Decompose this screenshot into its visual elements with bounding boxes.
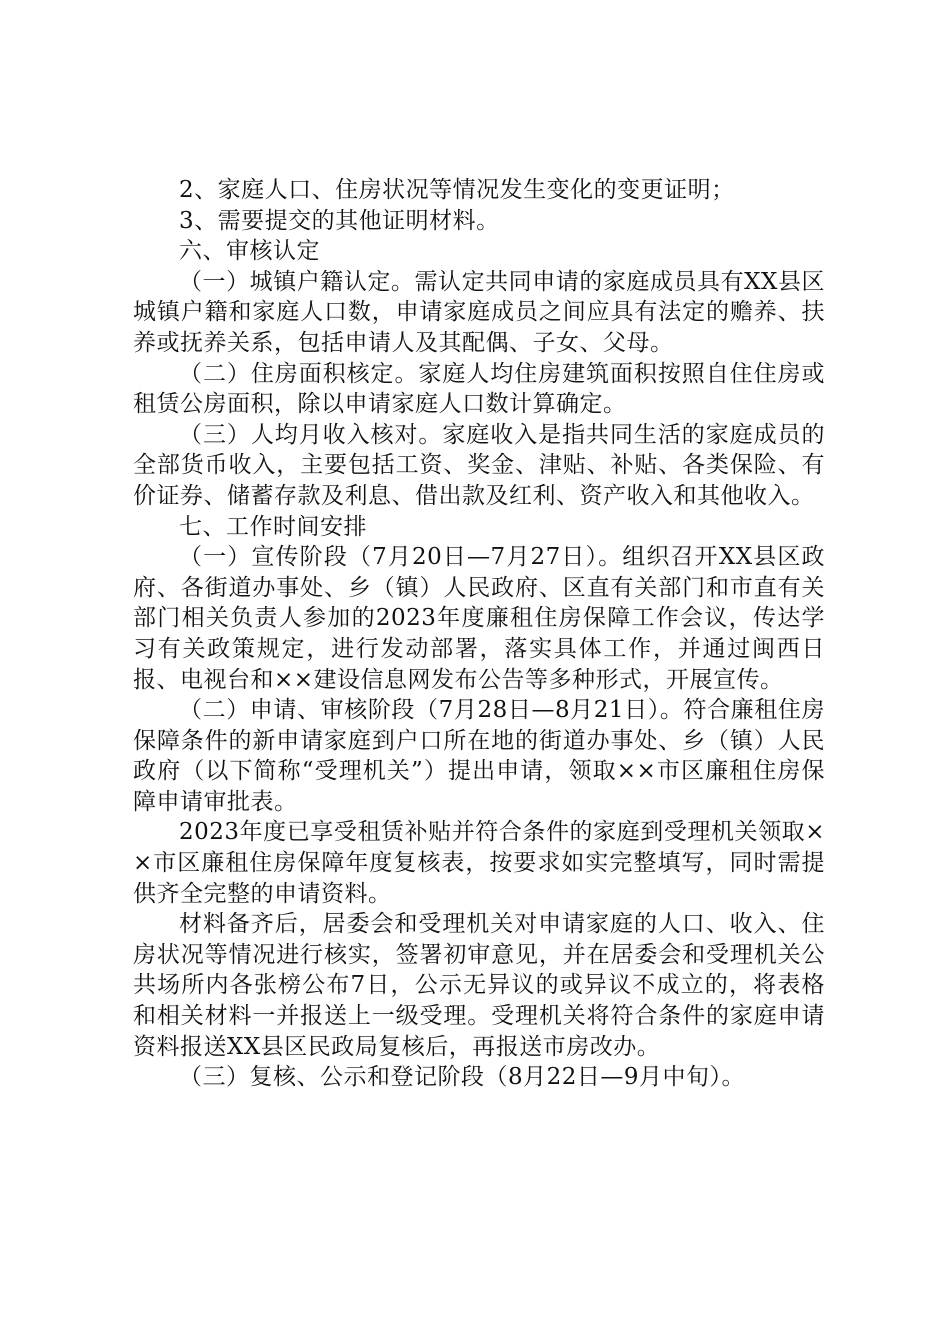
paragraph-verification: 材料备齐后，居委会和受理机关对申请家庭的人口、收入、住房状况等情况进行核实，签署初审意见，并在居委会和受理机关公共场所内各张榜公布7日，公示无异议的或异议不成立的，将表格和相关材料一并报送上一级受理。受理机关将符合条件的家庭申请资料报送XX县区民政局复核后，再报送市房改办。 bbox=[133, 911, 825, 1060]
paragraph-publicity-stage: （一）宣传阶段（7月20日—7月27日）。组织召开XX县区政府、各街道办事处、乡（镇）人民政府、区直有关部门和市直有关部门相关负责人参加的2023年度廉租住房保障工作会议，传达学习有关政策规定，进行发动部署，落实具体工作，并通过闽西日报、电视台和××建设信息网发布公告等多种形式，开展宣传。 bbox=[133, 544, 825, 693]
document-body bbox=[133, 175, 825, 1093]
paragraph-income-check: （三）人均月收入核对。家庭收入是指共同生活的家庭成员的全部货币收入，主要包括工资、奖金、津贴、补贴、各类保险、有价证券、储蓄存款及利息、借出款及红利、资产收入和其他收入。 bbox=[133, 421, 825, 509]
section-heading-review: 六、审核认定 bbox=[179, 238, 320, 265]
paragraph-household-registration: （一）城镇户籍认定。需认定共同申请的家庭成员具有XX县区城镇户籍和家庭人口数，申请家庭成员之间应具有法定的赡养、扶养或抚养关系，包括申请人及其配偶、子女、父母。 bbox=[133, 268, 825, 356]
list-item-change-certificate: 2、家庭人口、住房状况等情况发生变化的变更证明； bbox=[179, 177, 735, 203]
paragraph-recheck-stage: （三）复核、公示和登记阶段（8月22日—9月中旬）。 bbox=[179, 1064, 746, 1091]
paragraph-housing-area: （二）住房面积核定。家庭人均住房建筑面积按照自住住房或租赁公房面积，除以申请家庭人口数计算确定。 bbox=[133, 360, 825, 418]
list-item-other-materials: 3、需要提交的其他证明材料。 bbox=[179, 207, 500, 234]
paragraph-application-stage: （二）申请、审核阶段（7月28日—8月21日）。符合廉租住房保障条件的新申请家庭到户口所在地的街道办事处、乡（镇）人民政府（以下简称“受理机关”）提出申请，领取××市区廉租住房保障申请审批表。 bbox=[133, 697, 825, 815]
section-heading-schedule: 七、工作时间安排 bbox=[179, 513, 367, 540]
paragraph-annual-review: 2023年度已享受租赁补贴并符合条件的家庭到受理机关领取××市区廉租住房保障年度复核表，按要求如实完整填写，同时需提供齐全完整的申请资料。 bbox=[133, 819, 825, 907]
